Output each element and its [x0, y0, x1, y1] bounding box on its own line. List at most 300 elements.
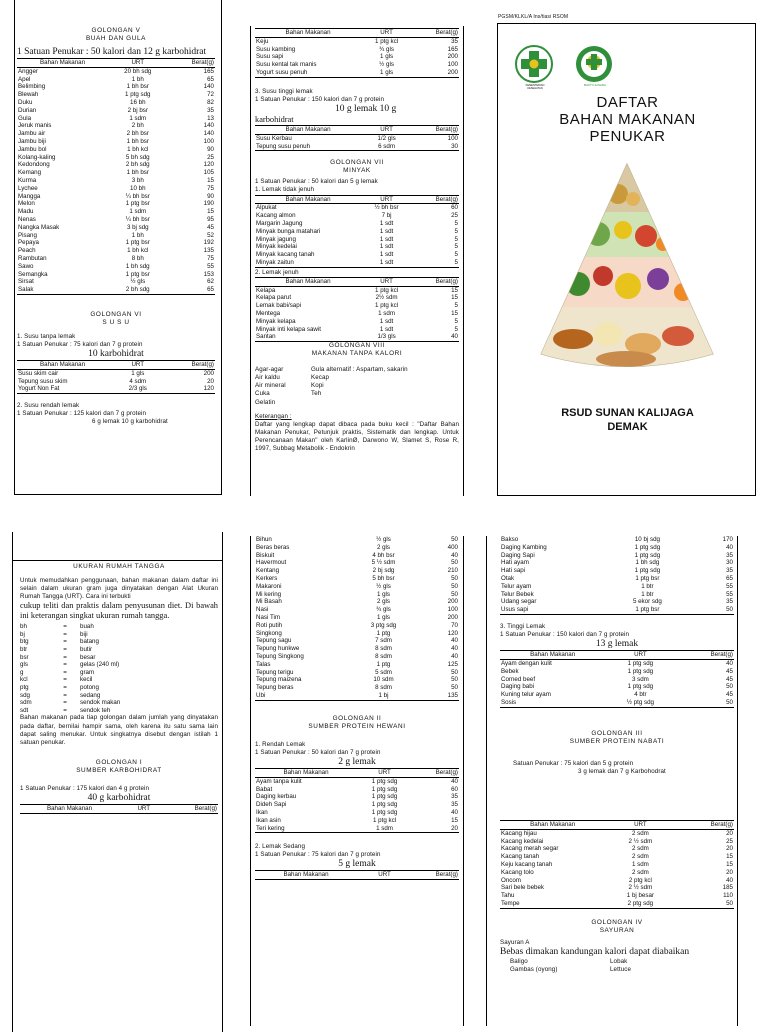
food-urt: 8 sdm [375, 652, 392, 660]
table-row [500, 659, 734, 667]
abbr-equals: = [63, 691, 67, 699]
table-row [17, 369, 215, 377]
table-row [500, 575, 734, 583]
abbr-row [20, 654, 218, 662]
free-food-item: Kopi [311, 382, 324, 390]
col-header-food: Bahan Makanan [255, 195, 361, 204]
table-row [255, 598, 459, 606]
food-name: Minyak inti kelapa sawit [256, 325, 321, 333]
table-row [17, 271, 215, 279]
food-urt: 1 bh bsr [126, 83, 149, 91]
food-name: Ayam tanpa kulit [256, 777, 302, 785]
abbr-meaning: butir [80, 646, 93, 654]
food-urt: 2 bj sdg [372, 567, 395, 575]
food-urt: 1 sdm [631, 860, 649, 868]
food-name: Kacang tanah [501, 853, 540, 861]
food-weight: 60 [451, 204, 458, 212]
food-urt: 1 bh sdg [125, 262, 150, 270]
food-urt: 10 bj sdg [634, 536, 660, 543]
abbr-meaning: biji [80, 630, 88, 638]
food-name: Keju kacang tanah [501, 860, 553, 868]
food-name: Mangga [18, 192, 41, 200]
food-weight: 400 [447, 543, 458, 551]
food-name: Ikan [256, 808, 268, 816]
food-name: Minyak kedelai [256, 243, 297, 251]
golongan-8-subtitle: MAKANAN TANPA KALORI [311, 350, 403, 358]
food-urt: 8 bh [131, 254, 144, 262]
food-urt: 1 ptg sdg [627, 683, 654, 691]
col-header-food: Bahan Makanan [20, 804, 119, 813]
food-urt: 3 bj sdg [126, 223, 149, 231]
susu-a-serving-2: 10 karbohidrat [88, 349, 144, 360]
col-header-urt: URT [605, 820, 675, 829]
food-urt: 1 sdm [129, 208, 147, 216]
table-row [255, 212, 459, 220]
food-urt: 1 ptg sdg [371, 777, 398, 785]
food-urt: 2 bh sdg [125, 161, 150, 169]
panel-urt [12, 532, 223, 1032]
golongan-3-title: GOLONGAN III [591, 729, 643, 737]
food-name: Durian [18, 106, 37, 114]
abbr-row [20, 676, 218, 684]
table-row [255, 583, 459, 591]
golongan-3-serving-2: 3 g lemak dan 7 g Karbohodrat [578, 767, 666, 775]
food-urt: 5 ekor sdg [632, 598, 662, 606]
food-weight: 40 [451, 652, 458, 660]
food-name: Belimbing [18, 83, 46, 91]
food-name: Udang segar [501, 598, 537, 606]
table-row [255, 143, 459, 151]
food-urt: 3 ptg sdg [370, 621, 397, 629]
food-weight: 50 [675, 900, 734, 908]
food-urt: 6 sdm [361, 143, 412, 151]
tinggi-lemak-serving: 1 Satuan Penukar : 150 kalori dan 7 g protein [500, 631, 630, 639]
table-row [255, 559, 459, 567]
food-name: Telur Bebek [501, 590, 534, 598]
food-weight: 20 [207, 377, 214, 385]
food-weight: 105 [203, 169, 214, 177]
food-urt: 2 bj bsr [127, 106, 148, 114]
food-name: Telur ayam [501, 582, 532, 590]
table-row [255, 809, 459, 817]
urt-after: Bahan makanan pada tiap golongan dalam jumlah yang dinyatakan pada daftar, bernilai hampir sama, oleh karena itu satu sama lain dapat saling menukar. Untuk singkatnya disebut dengan istilah 1 satuan penukar. [20, 714, 218, 746]
food-weight: 20 [726, 868, 733, 876]
food-urt: 1 ptg sdg [371, 785, 398, 793]
food-name: Jambu air [18, 130, 46, 138]
hospital-name: RSUD SUNAN KALIJAGA [561, 407, 694, 419]
food-urt: 1 bh bsr [126, 137, 149, 145]
abbr-meaning: batang [80, 638, 99, 646]
food-urt: 1 bh kcl [127, 145, 149, 153]
golongan-5-rows [17, 67, 215, 294]
food-urt: 1 sdt [379, 251, 394, 259]
food-weight: 52 [207, 231, 214, 239]
food-name: Tepung hunkwe [256, 645, 300, 653]
food-weight: 25 [726, 837, 733, 845]
free-food-row [255, 374, 459, 382]
table-row [255, 552, 459, 560]
food-urt: 5 ½ sdm [371, 559, 396, 567]
food-name: Tepung terigu [256, 668, 294, 676]
col-header-weight: Berat(g) [675, 820, 734, 829]
table-row [255, 653, 459, 661]
sayuran-a-note: Bebas dimakan kandungan kalori dapat diabaikan [500, 946, 690, 957]
food-weight: 25 [207, 153, 214, 161]
food-weight: 192 [203, 239, 214, 247]
food-name: Sirsat [18, 278, 34, 286]
golongan-1-subtitle: SUMBER KARBOHIDRAT [76, 766, 162, 774]
sayuran-a-title: Sayuran A [500, 938, 530, 946]
food-weight: 15 [451, 310, 458, 317]
table-row [17, 130, 215, 138]
table-row [255, 46, 459, 54]
food-name: Kerkers [256, 574, 278, 582]
table-row [255, 37, 459, 45]
col-header-food: Bahan Makanan [255, 29, 361, 38]
table-row [255, 692, 459, 700]
food-name: Biskuit [256, 551, 275, 559]
col-header-weight: Berat(g) [167, 361, 215, 370]
food-urt: 1 sdt [379, 219, 394, 227]
table-row [17, 83, 215, 91]
abbr-row [20, 646, 218, 654]
food-weight: 35 [726, 598, 733, 606]
food-weight: 135 [203, 247, 214, 255]
food-weight: 65 [207, 75, 214, 83]
food-weight: 185 [722, 884, 733, 892]
panel-golongan-3-4 [486, 536, 738, 1026]
lemak-sedang-serving-2: 5 g lemak [338, 859, 376, 870]
susu-b-serving-2: 6 g lemak 10 g karbohidrat [92, 418, 168, 426]
table-row [255, 825, 459, 833]
abbr-equals: = [63, 684, 67, 692]
food-name: Tepung Singkong [256, 652, 304, 660]
food-name: Tahu [501, 892, 515, 900]
food-weight: 50 [726, 683, 733, 691]
table-row [255, 294, 459, 302]
golongan-3-table [500, 820, 734, 909]
susu-c-rows [255, 134, 459, 151]
food-urt: 1 ptg kcl [375, 302, 399, 310]
table-row [255, 544, 459, 552]
food-name: Salak [17, 286, 108, 294]
food-name: Daging Kambing [501, 543, 547, 551]
col-header-urt: URT [108, 361, 167, 370]
food-urt: 2 sdm [631, 845, 649, 853]
food-name: Semangka [18, 270, 48, 278]
food-urt: 1 ptg sdg [371, 808, 398, 816]
susu-c-table [255, 125, 459, 151]
table-row [255, 669, 459, 677]
abbr-row [20, 684, 218, 692]
food-weight: 5 [454, 219, 458, 227]
golongan-1-rows [255, 536, 459, 700]
golongan-3-serving: Satuan Penukar : 75 kalori dan 5 g protein [513, 759, 634, 767]
food-weight: 190 [203, 200, 214, 208]
food-name: Minyak zaitun [255, 259, 361, 267]
susu-a-table [17, 360, 215, 394]
food-urt: 1 btr [641, 590, 654, 598]
food-name: Kolang-kaling [18, 153, 56, 161]
food-name: Melon [18, 200, 35, 208]
food-weight: 5 [454, 243, 458, 251]
golongan-6-title: GOLONGAN VI [90, 310, 142, 318]
col-header-weight: Berat(g) [675, 651, 734, 660]
food-weight: 110 [723, 892, 733, 900]
food-urt: 1 sdt [361, 259, 412, 267]
food-name: Kurma [18, 176, 37, 184]
food-name: Tepung susu skim [18, 377, 68, 385]
food-urt: 1 ptg sdg [371, 801, 398, 809]
susu-c-serving-2: 10 g lemak 10 g [335, 103, 397, 114]
food-name: Susu kental tak manis [256, 61, 317, 69]
food-name: Dideh Sapi [256, 801, 287, 809]
food-weight: 100 [447, 61, 458, 69]
food-weight: 45 [726, 675, 733, 683]
abbr-meaning: besar [80, 653, 96, 661]
table-row [255, 134, 459, 142]
table-row [17, 232, 215, 240]
food-weight: 50 [683, 606, 735, 614]
food-urt: 4 bh bsr [372, 551, 395, 559]
tinggi-lemak-rows [500, 659, 734, 707]
food-weight: 120 [447, 629, 458, 637]
food-weight: 55 [726, 582, 733, 590]
table-row [500, 691, 734, 699]
golongan-5-title: GOLONGAN V [91, 27, 141, 34]
table-row [255, 777, 459, 785]
food-urt: 1 gls [361, 69, 412, 77]
food-pyramid-illustration [498, 154, 756, 384]
food-urt: 1 bj besar [626, 892, 654, 900]
food-name: Kuning telur ayam [501, 691, 551, 699]
food-name: Sosis [500, 699, 605, 707]
rendah-lemak-rows [255, 777, 459, 833]
table-row [255, 243, 459, 251]
food-urt: ½ gls [376, 582, 391, 590]
food-name: Apel [18, 75, 31, 83]
food-urt: 1 ptg [376, 660, 391, 668]
food-urt: 1 ptg kcl [375, 37, 399, 45]
food-weight: 140 [203, 130, 214, 138]
urt-intro: Untuk memudahkan penggunaan, bahan makanan dalam daftar ini selain dalam ukuran gram juga dinyatakan dengan Alat Ukuran Rumah Tangga (URT). Cara ini terbukti [20, 577, 218, 601]
cover-title-3: PENUKAR [589, 128, 666, 145]
tinggi-lemak-title: 3. Tinggi Lemak [500, 622, 546, 630]
food-urt: ¼ bh bsr [125, 215, 150, 223]
table-row [255, 204, 459, 212]
cover-title-1: DAFTAR [596, 94, 659, 111]
abbr-equals: = [63, 676, 67, 684]
food-name: Blewah [18, 91, 39, 99]
food-weight: 15 [451, 294, 458, 302]
food-weight: 82 [207, 98, 214, 106]
table-row [255, 684, 459, 692]
table-row [255, 302, 459, 310]
abbr-meaning: buah [80, 623, 94, 631]
abbr-equals: = [63, 706, 67, 714]
food-weight: 165 [447, 45, 458, 53]
golongan-3-rows [500, 829, 734, 908]
food-urt: 4 sdm [129, 377, 147, 385]
food-name: Singkong [256, 629, 282, 637]
abbr-code: gls [20, 661, 28, 669]
table-row [255, 251, 459, 259]
food-urt: 1 gls [131, 369, 145, 377]
food-weight: 35 [451, 801, 458, 809]
table-row [255, 536, 459, 544]
abbr-code: kcl [20, 676, 28, 684]
free-food-row [255, 366, 459, 374]
food-weight: 50 [451, 536, 458, 543]
food-urt: 1 sdt [379, 317, 394, 325]
food-urt: ½ bh bsr [374, 204, 399, 212]
golongan-1-title: GOLONGAN I [95, 758, 143, 766]
food-urt: 2 ½ sdm [628, 837, 653, 845]
food-weight: 45 [726, 691, 733, 699]
food-urt: 1 ptg bsr [125, 200, 150, 208]
food-weight: 50 [675, 699, 734, 707]
table-row [255, 614, 459, 622]
urt-intro-2: cukup teliti dan praktis dalam penyusunan diet. Di bawah ini keterangan singkat ukuran rumah tangga. [20, 601, 218, 621]
food-name: Gula [18, 114, 32, 122]
table-row [17, 107, 215, 115]
table-row [255, 326, 459, 334]
food-name: Angger [18, 67, 38, 75]
food-name: Babat [256, 785, 273, 793]
food-weight: 40 [726, 876, 733, 884]
golongan-3-subtitle: SUMBER PROTEIN NABATI [569, 737, 665, 745]
table-row [500, 838, 734, 846]
food-name: Minyak kelapa [256, 317, 296, 325]
food-name: Roti putih [256, 621, 283, 629]
food-urt: 1 sdt [379, 243, 394, 251]
food-urt: ½ ptg sdg [605, 699, 675, 707]
food-name: Kacang tolo [501, 868, 534, 876]
food-urt: 20 bh sdg [124, 67, 152, 75]
table-row [17, 385, 215, 393]
table-row [255, 567, 459, 575]
food-urt: 3 sdm [631, 675, 649, 683]
food-name: Bebek [501, 667, 519, 675]
food-weight: 40 [412, 333, 459, 341]
food-name: Ubi [255, 692, 353, 700]
table-row [255, 61, 459, 69]
food-urt: 1 gls [376, 590, 391, 598]
food-weight: 50 [451, 684, 458, 692]
food-name: Kelapa parut [256, 294, 292, 302]
food-weight: 55 [207, 262, 214, 270]
food-name: Nasi [256, 606, 269, 614]
free-food-row [255, 382, 459, 390]
food-urt: ½ gls [130, 278, 146, 286]
table-row [17, 115, 215, 123]
table-row [17, 239, 215, 247]
abbr-equals: = [63, 638, 67, 646]
food-weight: 5 [454, 227, 458, 235]
food-name: Pepaya [18, 239, 39, 247]
rendah-lemak-serving: 1 Satuan Penukar : 50 kalori dan 7 g protein [255, 748, 381, 756]
table-row [17, 216, 215, 224]
food-name: Nangka Masak [18, 223, 60, 231]
food-weight: 200 [203, 369, 214, 377]
table-row [17, 99, 215, 107]
minyak-b-table [255, 277, 459, 342]
food-urt: ¾ gls [379, 45, 394, 53]
table-row [255, 228, 459, 236]
food-urt: 1 bj [353, 692, 414, 700]
susu-a-rows [17, 369, 215, 393]
abbr-row [20, 631, 218, 639]
lemak-sedang-rows [500, 536, 734, 614]
free-food-item: Teh [311, 390, 322, 398]
food-urt: 2 sdm [631, 853, 649, 861]
table-row [255, 220, 459, 228]
table-row [255, 69, 459, 77]
col-header-weight: Berat(g) [167, 59, 215, 68]
food-name: Rambutan [18, 254, 47, 262]
col-header-urt: URT [361, 195, 412, 204]
food-weight: 70 [451, 621, 458, 629]
table-row [500, 829, 734, 837]
hospital-city: DEMAK [607, 421, 648, 433]
vegetable-row [500, 966, 734, 974]
food-urt: 1 ptg sdg [371, 793, 398, 801]
food-weight: 120 [167, 385, 215, 393]
food-weight: 15 [207, 208, 214, 216]
food-name: Sari bele bebek [501, 884, 544, 892]
col-header-weight: Berat(g) [412, 29, 459, 38]
table-row [255, 661, 459, 669]
food-weight: 60 [451, 785, 458, 793]
food-name: Kacang merah segar [501, 845, 559, 853]
food-weight: 35 [726, 567, 733, 575]
col-header-urt: URT [361, 277, 412, 286]
food-urt: 10 sdm [373, 676, 394, 684]
food-urt: 1 ptg sdg [634, 543, 661, 551]
food-urt: 1 ptg sdg [627, 667, 654, 675]
food-name: Tepung susu penuh [255, 143, 361, 151]
food-name: Susu kambing [256, 45, 296, 53]
vegetable-item: Lobak [610, 957, 628, 965]
food-weight: 95 [207, 215, 214, 223]
susu-c-title: 3. Susu tinggi lemak [255, 87, 313, 95]
golongan-1-serving: 1 Satuan Penukar : 175 kalori dan 4 g protein [20, 784, 150, 792]
table-row [17, 67, 215, 75]
food-weight: 5 [454, 302, 458, 310]
abbr-meaning: potong [80, 684, 99, 692]
table-row [500, 567, 734, 575]
table-row [17, 255, 215, 263]
food-weight: 5 [412, 259, 459, 267]
col-header-urt: URT [605, 651, 675, 660]
logo-right-caption: BAKTI HUSADA [583, 83, 606, 87]
golongan-7-subtitle: MINYAK [343, 167, 371, 175]
table-row [17, 154, 215, 162]
food-name: Teri kering [255, 825, 357, 833]
food-name: Otak [501, 574, 515, 582]
col-header-urt: URT [361, 125, 412, 134]
lemak-sedang-header [255, 870, 459, 880]
table-row [255, 786, 459, 794]
col-header-weight: Berat(g) [169, 804, 219, 813]
col-header-urt: URT [357, 768, 412, 777]
food-name: Mi kering [256, 590, 282, 598]
food-urt: 2 sdm [631, 868, 649, 876]
food-name: Bakso [501, 536, 519, 543]
food-weight: 35 [726, 551, 733, 559]
col-header-food: Bahan Makanan [17, 59, 108, 68]
food-weight: 140 [203, 83, 214, 91]
